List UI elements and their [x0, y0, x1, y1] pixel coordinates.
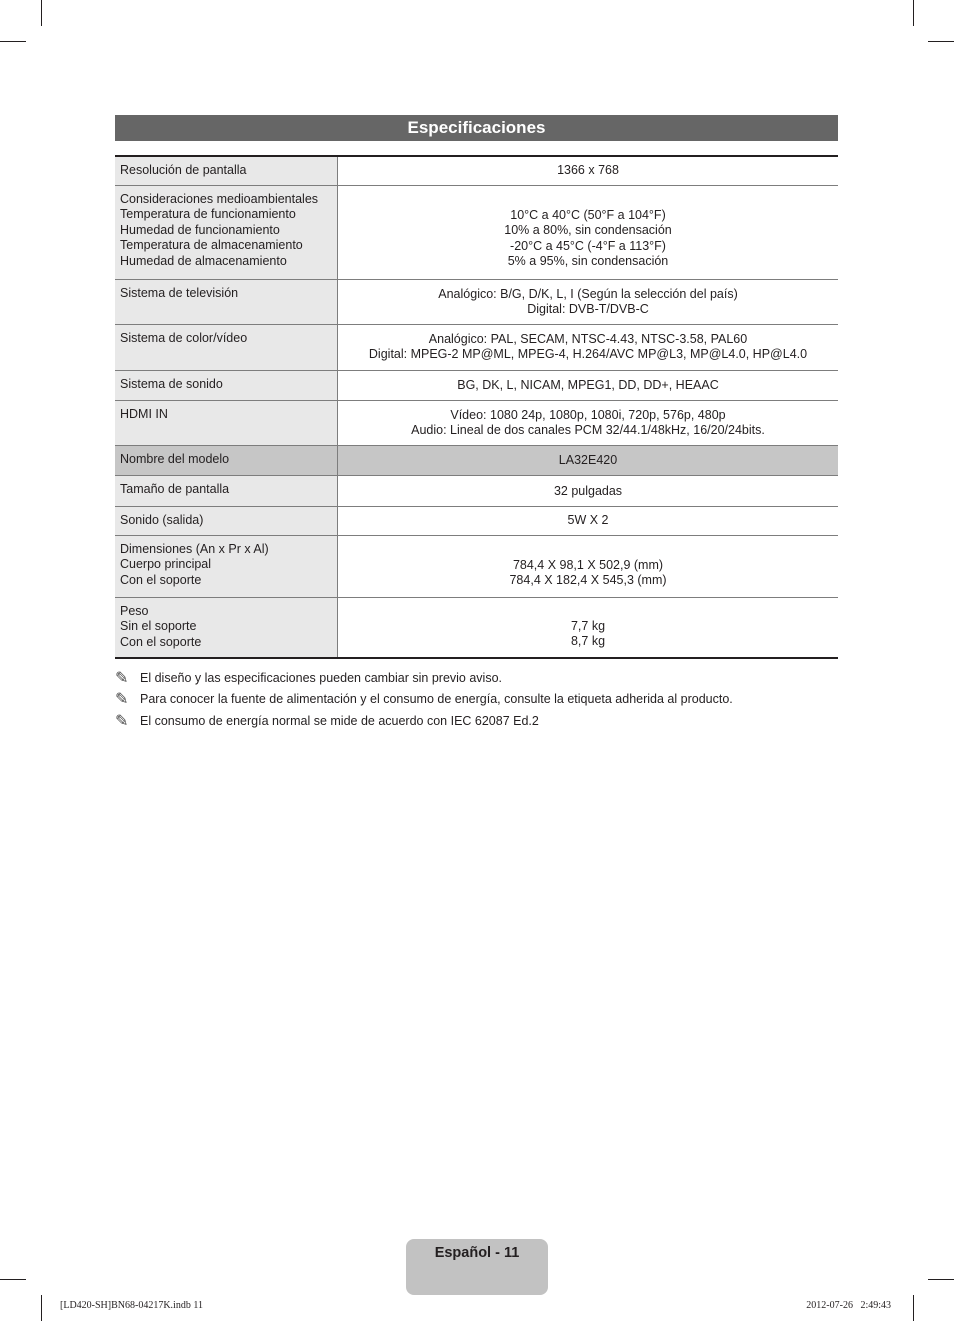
print-footer-timestamp: 2012-07-26 2:49:43 [806, 1300, 891, 1311]
spec-label [115, 279, 338, 324]
spec-row [115, 324, 838, 370]
print-footer-file: [LD420-SH]BN68-04217K.indb 11 [60, 1300, 203, 1311]
spec-value-line: 5W X 2 [567, 512, 609, 527]
spec-label-line: Cuerpo principal [120, 557, 212, 572]
spec-value-line: 784,4 X 182,4 X 545,3 (mm) [509, 573, 667, 588]
spec-value-line: Analógico: PAL, SECAM, NTSC-4.43, NTSC-3.58, PAL60 [428, 331, 748, 346]
section-title: Especificaciones [115, 115, 838, 141]
note-text: Para conocer la fuente de alimentación y el consumo de energía, consulte la etiqueta adherida al producto. [140, 692, 733, 707]
spec-row [115, 597, 838, 658]
spec-value [338, 156, 839, 185]
spec-label [115, 535, 338, 597]
spec-value-line: 784,4 X 98,1 X 502,9 (mm) [512, 557, 664, 572]
crop-mark [913, 0, 914, 26]
note-text: El diseño y las especificaciones pueden cambiar sin previo aviso. [140, 670, 502, 685]
notes-list [115, 667, 838, 732]
spec-row [115, 185, 838, 279]
spec-label-line: Sonido (salida) [120, 512, 204, 527]
spec-value-line: LA32E420 [558, 452, 618, 467]
spec-label [115, 506, 338, 535]
spec-label-line: Sistema de televisión [120, 285, 239, 300]
spec-value-line: 7,7 kg [570, 618, 606, 633]
crop-mark [0, 1279, 26, 1280]
spec-label-line: Consideraciones medioambientales [120, 191, 319, 206]
spec-label [115, 400, 338, 445]
spec-value-line: Digital: DVB-T/DVB-C [527, 302, 649, 317]
spec-value-line: 10% a 80%, sin condensación [504, 223, 672, 238]
spec-label-line: Peso [120, 603, 149, 618]
crop-mark [913, 1295, 914, 1321]
spec-row [115, 445, 838, 475]
spec-label-line: Temperatura de almacenamiento [120, 238, 303, 253]
spec-row [115, 506, 838, 535]
crop-mark [928, 1279, 954, 1280]
spec-label-line: Sin el soporte [120, 619, 197, 634]
spec-value-line: 32 pulgadas [553, 483, 623, 498]
spec-value-line: Analógico: B/G, D/K, L, I (Según la selección del país) [438, 286, 738, 301]
note-item [115, 689, 838, 711]
spec-label-line: Temperatura de funcionamiento [120, 207, 296, 222]
pencil-note-icon: ✎ [115, 691, 129, 709]
spec-label-line: Sistema de sonido [120, 376, 223, 391]
spec-label-line: HDMI IN [120, 406, 168, 421]
spec-label [115, 185, 338, 279]
spec-label [115, 475, 338, 506]
page-number-tab [406, 1239, 548, 1295]
crop-mark [41, 1295, 42, 1321]
spec-label [115, 370, 338, 400]
spec-value-line: Vídeo: 1080 24p, 1080p, 1080i, 720p, 576p, 480p [450, 407, 726, 422]
spec-value [338, 324, 839, 370]
spec-row [115, 475, 838, 506]
note-text: El consumo de energía normal se mide de acuerdo con IEC 62087 Ed.2 [140, 713, 539, 728]
spec-value [338, 597, 839, 658]
crop-mark [41, 0, 42, 26]
spec-value-line: 8,7 kg [570, 634, 606, 649]
spec-label-line: Nombre del modelo [120, 451, 230, 466]
spec-row [115, 535, 838, 597]
spec-label-line: Resolución de pantalla [120, 163, 247, 177]
spec-row [115, 279, 838, 324]
crop-mark [0, 41, 26, 42]
spec-label [115, 597, 338, 658]
spec-row [115, 400, 838, 445]
spec-value-line: BG, DK, L, NICAM, MPEG1, DD, DD+, HEAAC [457, 377, 719, 392]
spec-label-line: Con el soporte [120, 572, 202, 587]
spec-value-line: 1366 x 768 [557, 163, 619, 177]
pencil-note-icon: ✎ [115, 669, 129, 687]
spec-value-line: Digital: MPEG-2 MP@ML, MPEG-4, H.264/AVC MP@L3, MP@L4.0, HP@L4.0 [368, 347, 808, 362]
spec-label-line: Con el soporte [120, 634, 202, 649]
spec-label-line: Sistema de color/vídeo [120, 330, 248, 345]
spec-value [338, 506, 839, 535]
note-item [115, 667, 838, 689]
pencil-note-icon: ✎ [115, 712, 129, 730]
spec-value-line: Audio: Lineal de dos canales PCM 32/44.1/48kHz, 16/20/24bits. [411, 423, 765, 438]
spec-value [338, 535, 839, 597]
spec-label [115, 445, 338, 475]
spec-table [115, 155, 838, 659]
crop-mark [928, 41, 954, 42]
spec-value [338, 185, 839, 279]
spec-row [115, 370, 838, 400]
spec-value [338, 400, 839, 445]
spec-label [115, 324, 338, 370]
spec-row [115, 156, 838, 185]
spec-label-line: Humedad de funcionamiento [120, 222, 280, 237]
spec-label-line: Dimensiones (An x Pr x Al) [120, 541, 269, 556]
spec-value [338, 475, 839, 506]
spec-value [338, 370, 839, 400]
spec-label-line: Tamaño de pantalla [120, 481, 230, 496]
page-label: Español - 11 [434, 1245, 520, 1261]
note-item [115, 710, 838, 732]
spec-value-line: 5% a 95%, sin condensación [507, 254, 669, 269]
spec-value [338, 445, 839, 475]
spec-value-line: -20°C a 45°C (-4°F a 113°F) [510, 238, 666, 253]
spec-label-line: Humedad de almacenamiento [120, 253, 287, 268]
spec-value-line: 10°C a 40°C (50°F a 104°F) [510, 207, 666, 222]
spec-label [115, 156, 338, 185]
spec-value [338, 279, 839, 324]
